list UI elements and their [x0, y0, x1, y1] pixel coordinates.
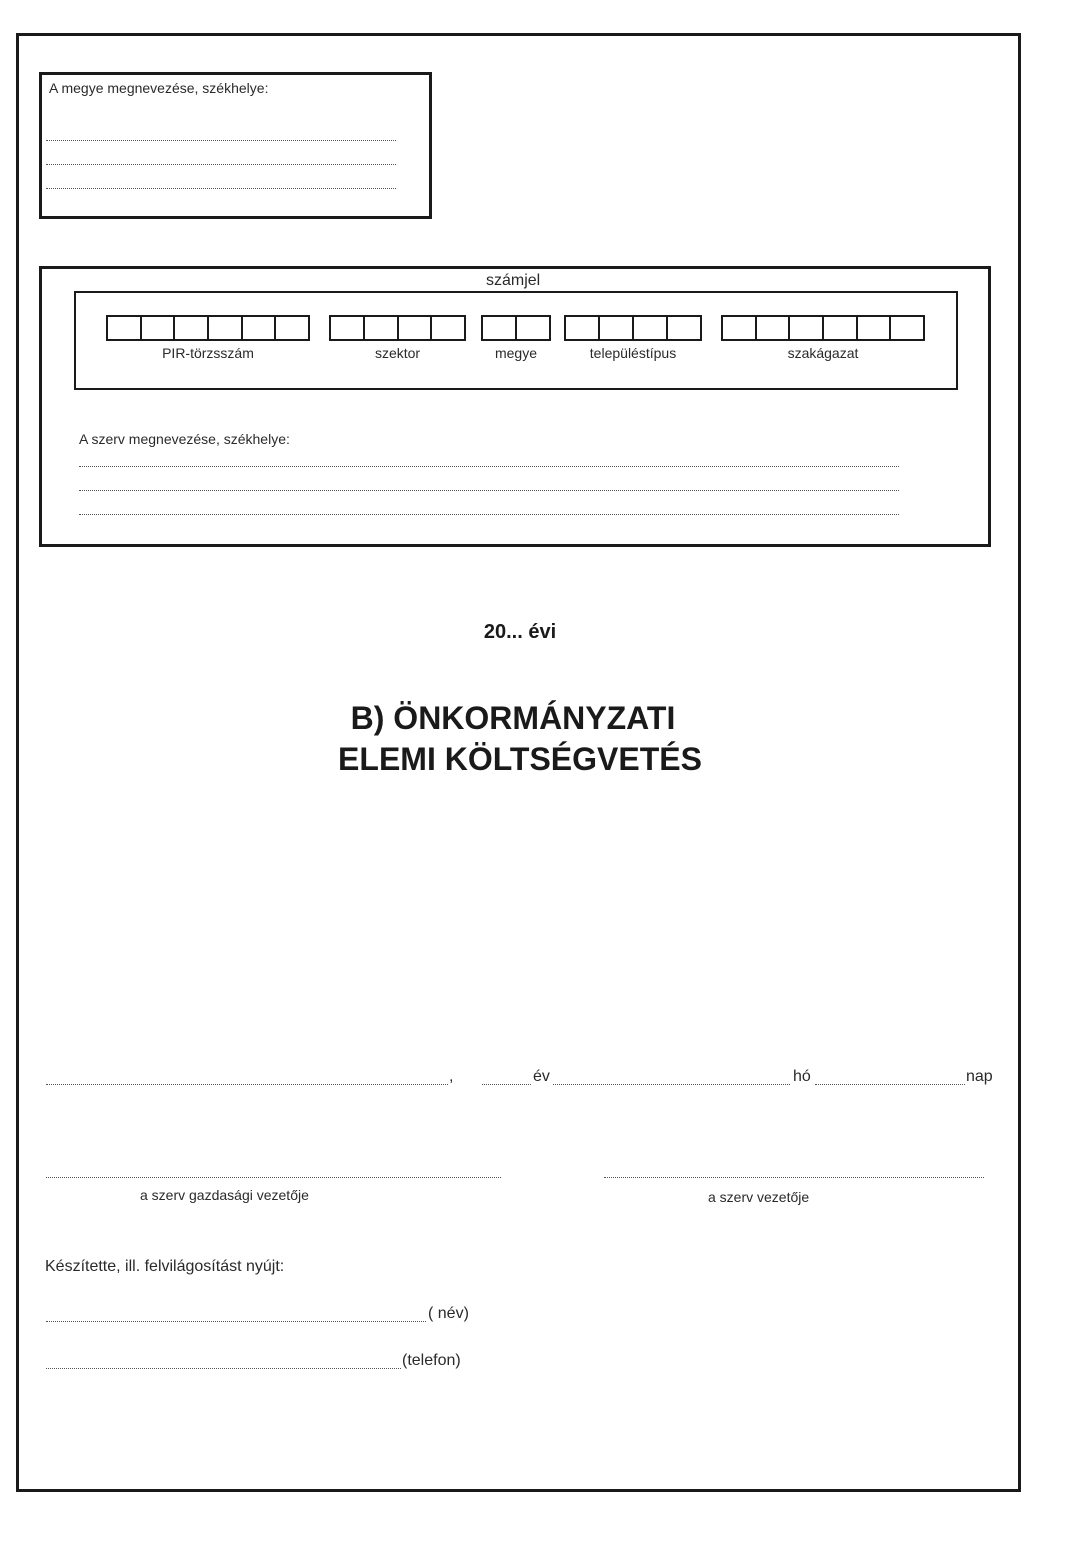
pir-digit-group[interactable] — [106, 315, 310, 341]
szektor-digit-group[interactable] — [329, 315, 466, 341]
name-line[interactable] — [46, 1321, 426, 1322]
county-line-3[interactable] — [46, 188, 396, 189]
year-heading: 20... évi — [483, 621, 557, 643]
org-line-2[interactable] — [79, 490, 899, 491]
place-comma: , — [449, 1068, 454, 1085]
county-label: A megye megnevezése, székhelye: — [49, 80, 269, 96]
phone-line[interactable] — [46, 1368, 401, 1369]
prepared-label: Készítette, ill. felvilágosítást nyújt: — [45, 1258, 285, 1275]
pir-label: PIR-törzsszám — [162, 345, 254, 361]
month-suffix: hó — [793, 1068, 811, 1085]
month-line[interactable] — [553, 1084, 790, 1085]
megye-label: megye — [494, 345, 538, 361]
telepulestipus-label: településtípus — [589, 345, 677, 361]
megye-digit-group[interactable] — [481, 315, 551, 341]
econ-head-label: a szerv gazdasági vezetője — [140, 1187, 309, 1203]
county-line-1[interactable] — [46, 140, 396, 141]
org-line-1[interactable] — [79, 466, 899, 467]
org-label: A szerv megnevezése, székhelye: — [79, 431, 290, 447]
phone-suffix: (telefon) — [402, 1352, 461, 1369]
day-suffix: nap — [966, 1068, 993, 1085]
document-title-line2: ELEMI KÖLTSÉGVETÉS — [338, 741, 702, 777]
day-line[interactable] — [815, 1084, 965, 1085]
econ-head-signature-line[interactable] — [46, 1177, 501, 1178]
szakagazat-digit-group[interactable] — [721, 315, 925, 341]
year-line[interactable] — [482, 1084, 531, 1085]
szakagazat-label: szakágazat — [787, 345, 859, 361]
head-signature-line[interactable] — [604, 1177, 984, 1178]
year-suffix: év — [533, 1068, 550, 1085]
name-suffix: ( név) — [428, 1305, 469, 1322]
szektor-label: szektor — [374, 345, 421, 361]
telepulestipus-digit-group[interactable] — [564, 315, 702, 341]
org-line-3[interactable] — [79, 514, 899, 515]
head-label: a szerv vezetője — [708, 1189, 810, 1205]
place-line[interactable] — [46, 1084, 448, 1085]
document-title-line1: B) ÖNKORMÁNYZATI — [350, 700, 676, 736]
account-title: számjel — [486, 272, 541, 289]
county-line-2[interactable] — [46, 164, 396, 165]
